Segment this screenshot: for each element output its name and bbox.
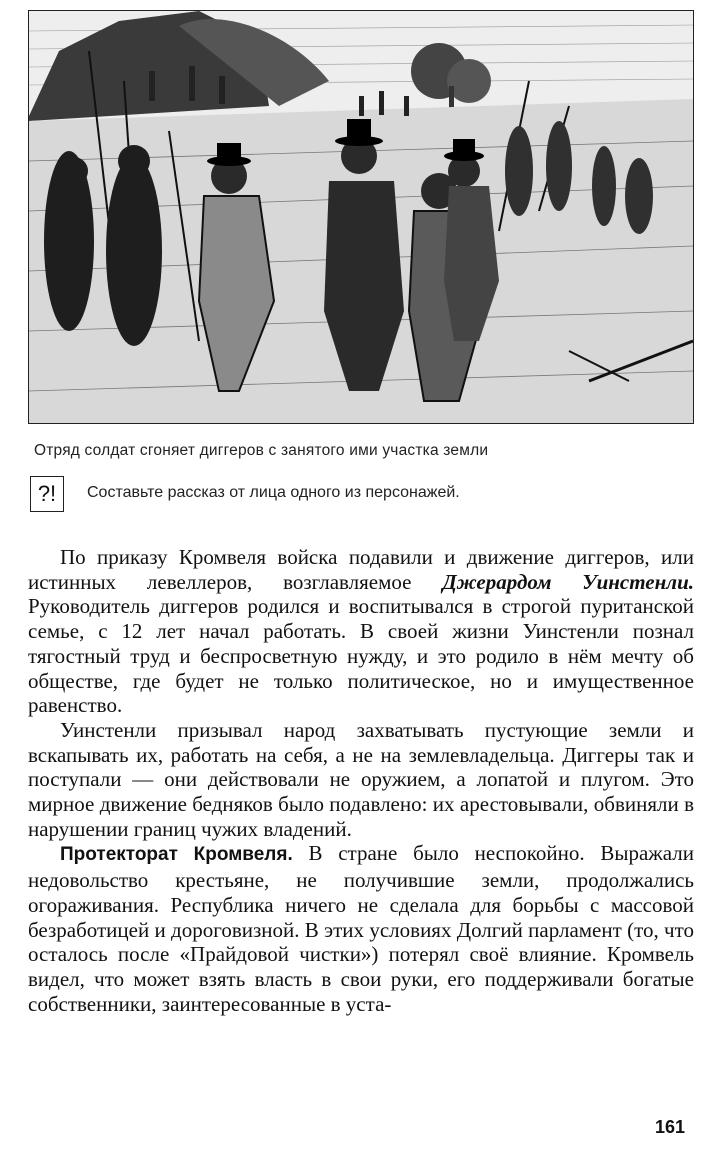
- section-heading: Протекторат Кромвеля.: [60, 844, 293, 866]
- emphasized-name: Джерардом Уинстенли.: [442, 569, 694, 594]
- paragraph: [28, 545, 694, 718]
- engraving-image: [29, 11, 693, 423]
- paragraph: [28, 718, 694, 842]
- paragraph-text: В стране было неспокойно. Выражали недовольство крестьяне, не получившие земли, продолжались огораживания. Республика ничего не сделала для борьбы с массовой безработицей и дороговизной. В этих условиях Долгий парламент (то, что осталось после «Прайдовой чистки») потерял своё влияние. Кромвель видел, что может взять власть в свои руки, его поддерживали богатые собственники, заинтересованные в уста-: [28, 841, 694, 1016]
- page-number: 161: [655, 1117, 686, 1137]
- paragraph-text: Руководитель диггеров родился и воспитывался в строгой пуританской семье, с 12 лет начал работать. В своей жизни Уинстенли познал тягостный труд и беспросветную нужду, и это родило в нём мечту об обществе, где будет не только политическое, но и имущественное равенство.: [28, 594, 694, 718]
- task-icon: ?!: [30, 476, 64, 512]
- paragraph-text: Уинстенли призывал народ захватывать пустующие земли и вскапывать их, работать на себя, а не на землевладельца. Диггеры так и поступали — они действовали не оружием, а лопатой и плугом. Это мирное движение бедняков было подавлено: их арестовывали, обвиняли в нарушении границ чужих владений.: [28, 717, 694, 841]
- paragraph: [28, 841, 694, 1016]
- task-text: Составьте рассказ от лица одного из персонажей.: [87, 484, 460, 501]
- paragraph-text: По приказу Кромвеля войска подавили и движение диггеров, или истинных левеллеров, возглавляемое: [28, 545, 694, 594]
- illustration-caption: Отряд солдат сгоняет диггеров с занятого ими участка земли: [34, 442, 489, 459]
- engraving-illustration: [28, 10, 694, 424]
- main-text: [28, 545, 694, 1016]
